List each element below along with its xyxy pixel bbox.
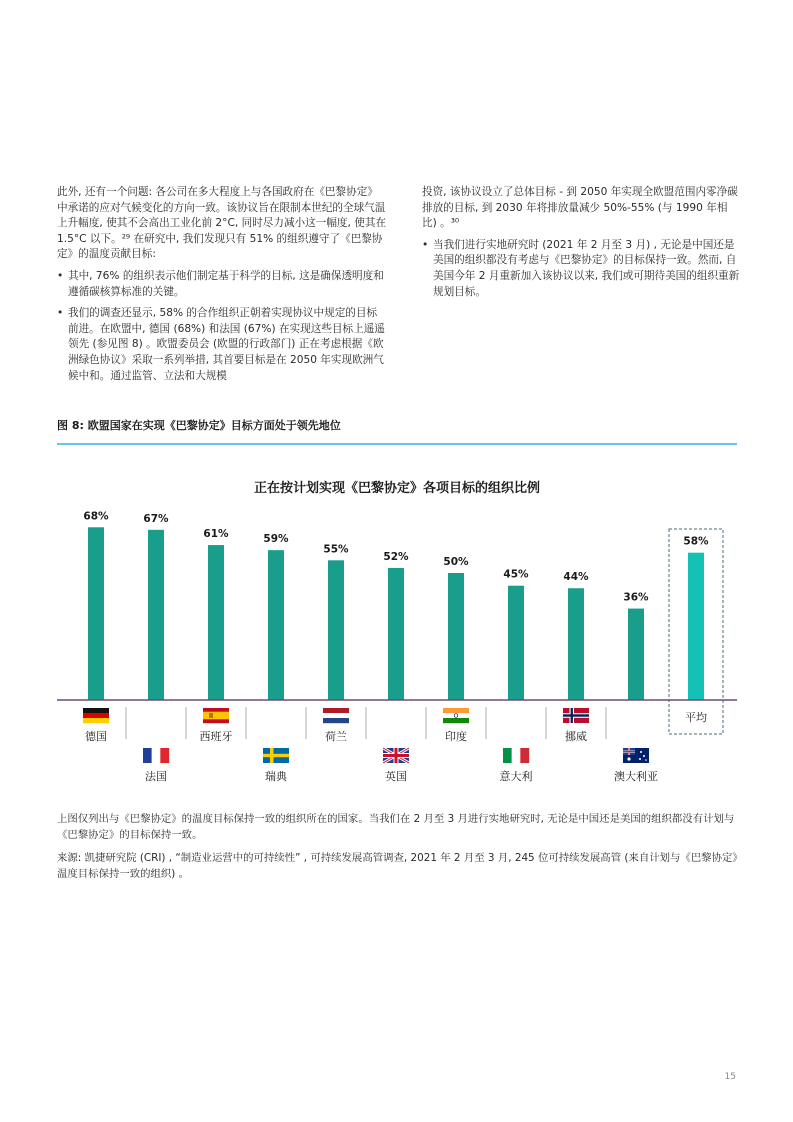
bar (88, 527, 104, 700)
flag-norway-icon (563, 708, 589, 723)
bar (448, 573, 464, 700)
category-label: 荷兰 (325, 730, 347, 743)
bar-value-label: 45% (503, 568, 529, 581)
chart-title: 正在按计划实现《巴黎协定》各项目标的组织比例 (253, 481, 540, 496)
bar (568, 588, 584, 700)
category-label: 挪威 (565, 730, 587, 743)
category-label: 德国 (85, 730, 107, 743)
bullet-text: 当我们进行实地研究时 (2021 年 2 月至 3 月) , 无论是中国还是美国的组织都没有考虑与《巴黎协定》的目标保持一致。然而, 自美国今年 2 月重新加入该协议以来, 我们或可期待美国的组织重新规划目标。 (433, 238, 740, 298)
flag-italy-icon (503, 748, 529, 763)
bar (268, 550, 284, 700)
page-number: 15 (724, 1072, 736, 1082)
bar-value-label: 50% (443, 556, 469, 568)
source-text: 来源: 凯捷研究院 (CRI) , “制造业运营中的可持续性” , 可持续发展高管调查, 2021 年 2 月至 3 月, 245 位可持续发展高管 (来自计划与《巴黎协定》温度目标保持一致的组织) 。 (57, 852, 743, 880)
figure-source (57, 851, 747, 882)
category-label: 法国 (145, 770, 167, 783)
bullet-text: 我们的调查还显示, 58% 的合作组织正朝着实现协议中规定的目标前进。在欧盟中, 德国 (68%) 和法国 (67%) 在实现这些目标上遥遥领先 (参见图 8) 。欧盟委员会 (欧盟的行政部门) 正在考虑根据《欧洲绿色协议》采取一系列举措, 其首要目标是在 2050 年实现欧洲气候中和。通过监管、立法和大规模 (68, 307, 385, 382)
bar (328, 560, 344, 700)
bar (688, 553, 704, 700)
bar-value-label: 44% (563, 571, 589, 584)
bar-value-label: 61% (203, 528, 229, 541)
category-label: 西班牙 (199, 730, 233, 743)
bullet-dot-icon: • (57, 307, 64, 320)
continued-paragraph: 投资, 该协议设立了总体目标 - 到 2050 年实现全欧盟范围内零净碳排放的目标, 到 2030 年将排放量减少 50%-55% (与 1990 年相比) 。³⁰ (422, 186, 738, 230)
category-label: 平均 (685, 711, 707, 724)
category-label: 瑞典 (265, 770, 287, 783)
caption-text: 上图仅列出与《巴黎协定》的温度目标保持一致的组织所在的国家。当我们在 2 月至 3 月进行实地研究时, 无论是中国还是美国的组织都没有计划与《巴黎协定》的目标保持一致。 (57, 813, 735, 841)
flag-sweden-icon (263, 748, 289, 763)
bullet-dot-icon: • (57, 269, 64, 282)
intro-paragraph: 此外, 还有一个问题: 各公司在多大程度上与各国政府在《巴黎协定》中承诺的应对气候变化的方向一致。该协议旨在限制本世纪的全球气温上升幅度, 使其不会高出工业化前 2°C, 同时尽力减小这一幅度, 使其在 1.5°C 以下。²⁹ 在研究中, 我们发现只有 51% 的组织遵守了《巴黎协定》的温度贡献目标: (57, 186, 387, 261)
flag-netherlands-icon (323, 708, 349, 723)
flag-germany-icon (83, 708, 109, 723)
bullet-text: 其中, 76% 的组织表示他们制定基于科学的目标, 这是确保透明度和遵循碳核算标准的关键。 (68, 269, 384, 298)
bar (388, 568, 404, 700)
flag-india-icon (443, 708, 469, 723)
bar (148, 530, 164, 700)
bar-value-label: 58% (683, 535, 709, 548)
bar (508, 586, 524, 700)
bar (628, 609, 644, 700)
bar-value-label: 67% (143, 512, 169, 525)
category-label: 印度 (445, 730, 467, 743)
bar-value-label: 36% (623, 591, 649, 604)
bar-value-label: 52% (383, 550, 409, 563)
figure-caption (57, 812, 747, 843)
category-label: 英国 (385, 770, 407, 783)
bar-value-label: 55% (323, 543, 349, 556)
bullet-dot-icon: • (422, 238, 429, 251)
bar-value-label: 68% (83, 510, 109, 523)
bar (208, 545, 224, 700)
flag-france-icon (143, 748, 169, 763)
category-label: 澳大利亚 (614, 770, 658, 783)
figure-title: 图 8: 欧盟国家在实现《巴黎协定》目标方面处于领先地位 (57, 419, 341, 432)
bar-value-label: 59% (263, 533, 289, 546)
flag-uk-icon (383, 748, 409, 763)
category-label: 意大利 (499, 770, 533, 783)
flag-australia-icon (623, 748, 649, 763)
flag-spain-icon (203, 708, 229, 723)
